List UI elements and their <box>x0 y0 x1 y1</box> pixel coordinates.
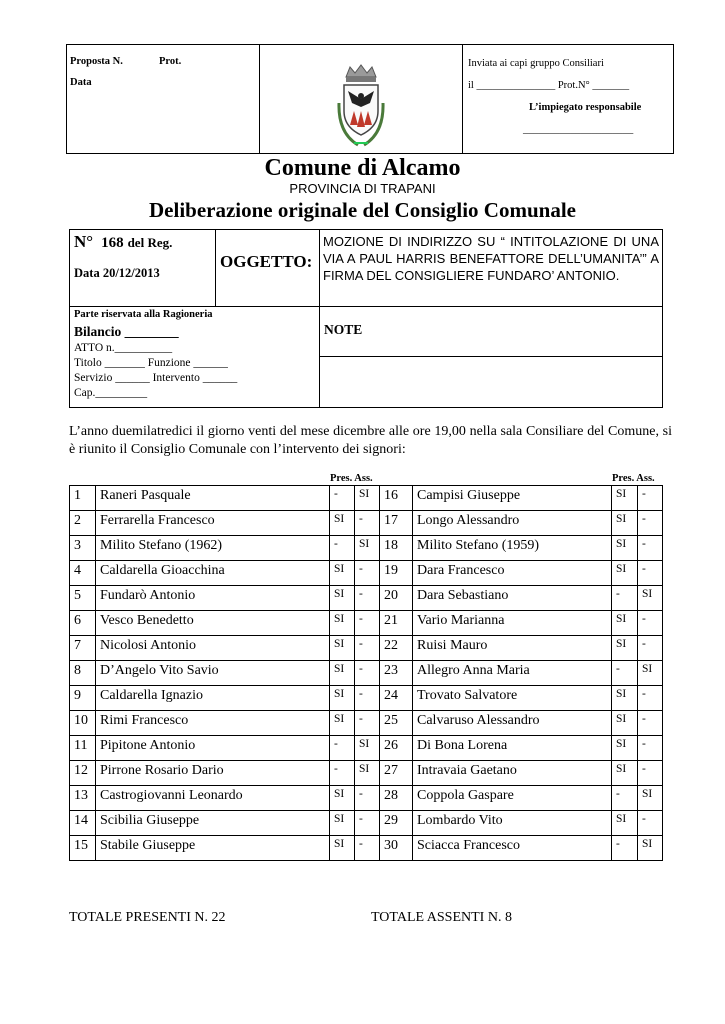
titolo-line: Titolo _______ Funzione ______ <box>74 357 228 369</box>
presence-value: - <box>612 586 638 611</box>
presence-value: SI <box>330 686 355 711</box>
presence-value: SI <box>612 761 638 786</box>
totale-presenti: TOTALE PRESENTI N. 22 <box>69 910 226 925</box>
proposta-cell <box>67 45 260 153</box>
absence-value: SI <box>638 661 663 686</box>
registration-box <box>69 229 663 408</box>
councillor-name: Caldarella Gioacchina <box>96 561 330 586</box>
pres-ass-header-left: Pres. Ass. <box>330 473 373 484</box>
absence-value: - <box>355 711 380 736</box>
absence-value: SI <box>355 536 380 561</box>
table-row <box>70 736 663 761</box>
table-row <box>70 811 663 836</box>
absence-value: SI <box>638 786 663 811</box>
absence-value: - <box>638 686 663 711</box>
absence-value: - <box>638 711 663 736</box>
table-row <box>70 836 663 861</box>
councillor-number: 19 <box>380 561 413 586</box>
councillor-number: 11 <box>70 736 96 761</box>
presence-value: SI <box>612 711 638 736</box>
table-row <box>70 711 663 736</box>
note-label: NOTE <box>324 322 363 337</box>
proposta-label: Proposta N. <box>70 56 123 67</box>
absence-value: - <box>638 611 663 636</box>
absence-value: SI <box>355 761 380 786</box>
councillor-number: 27 <box>380 761 413 786</box>
firma-line: _____________________ <box>523 124 634 135</box>
councillor-name: Ferrarella Francesco <box>96 511 330 536</box>
councillor-number: 21 <box>380 611 413 636</box>
councillor-number: 23 <box>380 661 413 686</box>
presence-value: - <box>612 786 638 811</box>
councillor-name: Pirrone Rosario Dario <box>96 761 330 786</box>
councillor-name: Castrogiovanni Leonardo <box>96 786 330 811</box>
table-row <box>70 686 663 711</box>
councillor-name: Dara Sebastiano <box>413 586 612 611</box>
presence-value: SI <box>612 486 638 511</box>
absence-value: - <box>355 636 380 661</box>
councillor-number: 24 <box>380 686 413 711</box>
invio-cell <box>463 45 673 153</box>
councillor-name: Stabile Giuseppe <box>96 836 330 861</box>
absence-value: - <box>355 561 380 586</box>
presence-value: - <box>330 536 355 561</box>
councillor-name: Pipitone Antonio <box>96 736 330 761</box>
table-row <box>70 586 663 611</box>
councillor-number: 18 <box>380 536 413 561</box>
councillor-number: 22 <box>380 636 413 661</box>
reg-date: Data 20/12/2013 <box>74 266 160 280</box>
coat-of-arms-icon <box>336 63 386 149</box>
councillor-number: 30 <box>380 836 413 861</box>
presence-value: SI <box>330 836 355 861</box>
emblem-cell <box>260 45 463 153</box>
presence-value: SI <box>330 711 355 736</box>
councillor-number: 3 <box>70 536 96 561</box>
councillor-name: Raneri Pasquale <box>96 486 330 511</box>
deliberazione-title: Deliberazione originale del Consiglio Comunale <box>149 198 576 222</box>
councillor-name: Calvaruso Alessandro <box>413 711 612 736</box>
absence-value: - <box>355 836 380 861</box>
presence-value: SI <box>612 561 638 586</box>
councillor-name: Allegro Anna Maria <box>413 661 612 686</box>
councillor-number: 5 <box>70 586 96 611</box>
absence-value: - <box>355 686 380 711</box>
table-row <box>70 786 663 811</box>
absence-value: - <box>355 786 380 811</box>
councillor-name: Sciacca Francesco <box>413 836 612 861</box>
table-row <box>70 486 663 511</box>
absence-value: - <box>355 661 380 686</box>
presence-value: SI <box>330 636 355 661</box>
councillor-number: 26 <box>380 736 413 761</box>
councillor-name: Lombardo Vito <box>413 811 612 836</box>
councillor-name: Dara Francesco <box>413 561 612 586</box>
presence-value: SI <box>612 611 638 636</box>
councillor-name: Scibilia Giuseppe <box>96 811 330 836</box>
n-value: 168 <box>101 235 124 251</box>
presence-value: SI <box>612 736 638 761</box>
presence-value: SI <box>612 511 638 536</box>
presence-value: SI <box>330 561 355 586</box>
councillor-number: 8 <box>70 661 96 686</box>
councillor-number: 6 <box>70 611 96 636</box>
header-box <box>66 44 674 154</box>
absence-value: SI <box>638 586 663 611</box>
councillor-number: 12 <box>70 761 96 786</box>
absence-value: - <box>638 511 663 536</box>
reg-number <box>74 232 172 252</box>
councillor-name: Coppola Gaspare <box>413 786 612 811</box>
councillor-name: Intravaia Gaetano <box>413 761 612 786</box>
presence-value: - <box>612 836 638 861</box>
absence-value: - <box>638 561 663 586</box>
pres-ass-header-right: Pres. Ass. <box>612 473 655 484</box>
councillor-name: Milito Stefano (1959) <box>413 536 612 561</box>
councillor-name: Caldarella Ignazio <box>96 686 330 711</box>
absence-value: - <box>638 736 663 761</box>
presence-value: SI <box>612 811 638 836</box>
councillor-number: 16 <box>380 486 413 511</box>
councillor-name: Vesco Benedetto <box>96 611 330 636</box>
presence-value: - <box>612 661 638 686</box>
absence-value: - <box>638 811 663 836</box>
councillor-name: Di Bona Lorena <box>413 736 612 761</box>
presence-value: - <box>330 761 355 786</box>
prot-label: Prot. <box>159 56 182 67</box>
councillor-number: 25 <box>380 711 413 736</box>
data-label: Data <box>70 77 92 88</box>
presence-value: - <box>330 486 355 511</box>
councillor-number: 10 <box>70 711 96 736</box>
table-row <box>70 636 663 661</box>
absence-value: - <box>355 511 380 536</box>
presence-value: SI <box>612 536 638 561</box>
table-row <box>70 511 663 536</box>
presence-value: SI <box>330 511 355 536</box>
councillors-table <box>69 485 663 861</box>
councillor-number: 4 <box>70 561 96 586</box>
councillor-number: 28 <box>380 786 413 811</box>
oggetto-label: OGGETTO: <box>220 252 313 271</box>
councillor-number: 14 <box>70 811 96 836</box>
presence-value: SI <box>330 786 355 811</box>
cap-line: Cap._________ <box>74 387 148 399</box>
il-prot-line: il _______________ Prot.N° _______ <box>468 80 630 91</box>
absence-value: SI <box>355 486 380 511</box>
inviata-text: Inviata ai capi gruppo Consiliari <box>468 58 604 69</box>
councillor-number: 1 <box>70 486 96 511</box>
table-row <box>70 611 663 636</box>
councillor-number: 15 <box>70 836 96 861</box>
councillor-number: 13 <box>70 786 96 811</box>
servizio-line: Servizio ______ Intervento ______ <box>74 372 238 384</box>
table-row <box>70 761 663 786</box>
absence-value: - <box>355 611 380 636</box>
councillor-name: Campisi Giuseppe <box>413 486 612 511</box>
provincia-subtitle: PROVINCIA DI TRAPANI <box>289 181 436 196</box>
absence-value: SI <box>638 836 663 861</box>
absence-value: - <box>638 486 663 511</box>
table-row <box>70 561 663 586</box>
councillor-name: Rimi Francesco <box>96 711 330 736</box>
absence-value: SI <box>355 736 380 761</box>
councillor-name: D’Angelo Vito Savio <box>96 661 330 686</box>
presence-value: SI <box>330 661 355 686</box>
absence-value: - <box>638 761 663 786</box>
councillor-name: Longo Alessandro <box>413 511 612 536</box>
councillor-name: Ruisi Mauro <box>413 636 612 661</box>
bilancio-line: Bilancio ________ <box>74 324 179 339</box>
absence-value: - <box>355 586 380 611</box>
councillor-number: 2 <box>70 511 96 536</box>
councillor-number: 29 <box>380 811 413 836</box>
oggetto-text: MOZIONE DI INDIRIZZO SU “ INTITOLAZIONE DI UNA VIA A PAUL HARRIS BENEFATTORE DELL’UMANITA’” A FIRMA DEL CONSIGLIERE FUNDARO’ ANTONIO. <box>323 234 659 283</box>
presence-value: SI <box>612 686 638 711</box>
councillor-name: Nicolosi Antonio <box>96 636 330 661</box>
absence-value: - <box>638 536 663 561</box>
councillor-number: 9 <box>70 686 96 711</box>
totale-assenti: TOTALE ASSENTI N. 8 <box>371 910 512 925</box>
councillor-number: 17 <box>380 511 413 536</box>
del-reg: del Reg. <box>127 235 173 250</box>
presence-value: - <box>330 736 355 761</box>
comune-title: Comune di Alcamo <box>264 155 461 181</box>
councillor-number: 20 <box>380 586 413 611</box>
table-row <box>70 536 663 561</box>
n-label: N° <box>74 232 94 251</box>
absence-value: - <box>638 636 663 661</box>
impiegato-label: L’impiegato responsabile <box>529 102 642 113</box>
presence-value: SI <box>330 586 355 611</box>
presence-value: SI <box>330 611 355 636</box>
intro-paragraph: L’anno duemilatredici il giorno venti del mese dicembre alle ore 19,00 nella sala Consiliare del Comune, si è riunito il Consiglio Comunale con l’intervento dei signori: <box>69 424 672 457</box>
councillor-name: Vario Marianna <box>413 611 612 636</box>
councillor-name: Trovato Salvatore <box>413 686 612 711</box>
table-row <box>70 661 663 686</box>
councillor-number: 7 <box>70 636 96 661</box>
absence-value: - <box>355 811 380 836</box>
presence-value: SI <box>612 636 638 661</box>
councillor-name: Fundarò Antonio <box>96 586 330 611</box>
councillor-name: Milito Stefano (1962) <box>96 536 330 561</box>
ragioneria-title: Parte riservata alla Ragioneria <box>74 309 213 320</box>
atto-line: ATTO n.__________ <box>74 342 173 354</box>
presence-value: SI <box>330 811 355 836</box>
